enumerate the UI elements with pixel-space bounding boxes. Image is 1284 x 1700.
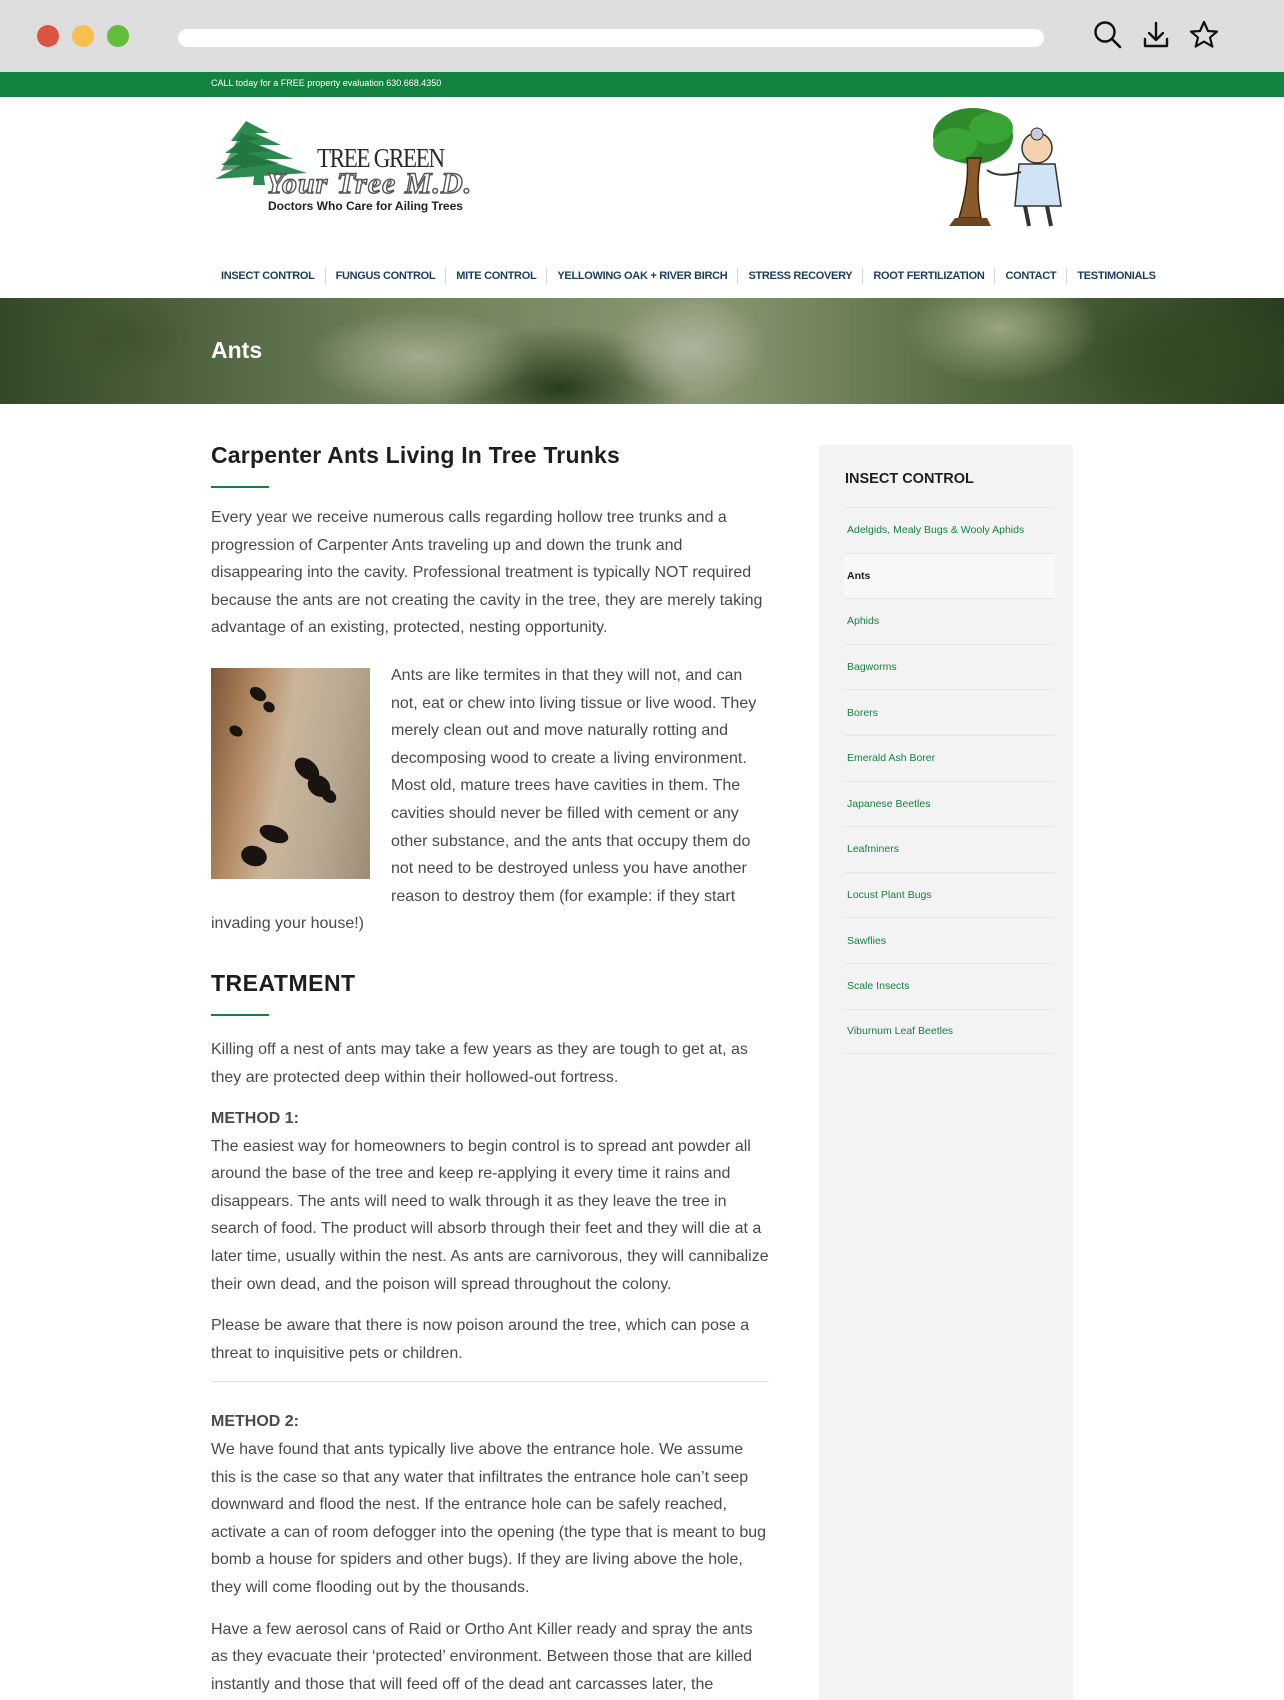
nav-yellowing-oak-river-birch[interactable]: YELLOWING OAK + RIVER BIRCH [546, 268, 737, 284]
search-icon[interactable] [1091, 18, 1125, 52]
sidebar-item-adelgids[interactable]: Adelgids, Mealy Bugs & Wooly Aphids [844, 507, 1054, 553]
ants-section [211, 662, 769, 938]
method-2-label: METHOD 2: [211, 1413, 299, 1431]
nav-stress-recovery[interactable]: STRESS RECOVERY [737, 268, 862, 284]
nav-fungus-control[interactable]: FUNGUS CONTROL [325, 268, 446, 284]
top-bar [0, 72, 1284, 97]
method-1-paragraph: The easiest way for homeowners to begin control is to spread ant powder all around the base of the tree and keep re-applying it every time it rains and disappears. The ants will need to walk through it as they leave the tree in search of food. The product will absorb through their feet and they will die at a later time, usually within the nest. As ants are carnivorous, they will cannibalize their own dead, and the poison will spread throughout the colony. [211, 1137, 769, 1293]
sidebar-item-locust-plant-bugs[interactable]: Locust Plant Bugs [844, 872, 1054, 918]
treatment-paragraph: Killing off a nest of ants may take a few years as they are tough to get at, as they are protected deep within their hollowed-out fortress. [211, 1040, 748, 1086]
nav-mite-control[interactable]: MITE CONTROL [445, 268, 546, 284]
method-1-label: METHOD 1: [211, 1110, 299, 1128]
logo-tagline: Doctors Who Care for Ailing Trees [268, 199, 463, 213]
window-maximize-button[interactable] [107, 25, 129, 47]
star-icon[interactable] [1187, 18, 1221, 52]
sidebar-item-aphids[interactable]: Aphids [844, 598, 1054, 644]
carpenter-ants-image[interactable] [211, 668, 370, 879]
browser-chrome [0, 0, 1284, 72]
sidebar-item-viburnum-leaf-beetles[interactable]: Viburnum Leaf Beetles [844, 1009, 1054, 1055]
logo-title: TREE GREEN [317, 143, 444, 173]
intro-paragraph: Every year we receive numerous calls regarding hollow tree trunks and a progression of Carpenter Ants traveling up and down the trunk and disappearing into the cavity. Professional treatment is typically NOT required because the ants are not creating the cavity in the tree, they are merely taking advantage of an existing, protected, nesting opportunity. [211, 509, 763, 637]
main-content [211, 440, 769, 1698]
call-to-action-text: CALL today for a FREE property evaluation 630.668.4350 [211, 78, 442, 88]
sidebar-item-borers[interactable]: Borers [844, 689, 1054, 735]
sidebar-item-scale-insects[interactable]: Scale Insects [844, 963, 1054, 1009]
nav-root-fertilization[interactable]: ROOT FERTILIZATION [862, 268, 994, 284]
ants-paragraph: Ants are like termites in that they will not, and can not, eat or chew into living tissue or live wood. They merely clean out and move naturally rotting and decomposing wood to create a living environment. Most old, mature trees have cavities in them. The cavities should never be filled with cement or any other substance, and the ants that occupy them do not need to be destroyed unless you have another reason to destroy them (for example: if they start invading your house!) [211, 666, 757, 933]
title-underline [211, 486, 269, 488]
nav-insect-control[interactable]: INSECT CONTROL [221, 270, 315, 282]
sidebar-item-japanese-beetles[interactable]: Japanese Beetles [844, 781, 1054, 827]
treatment-heading: TREATMENT [211, 969, 356, 996]
sidebar-item-ants[interactable]: Ants [844, 553, 1054, 599]
treatment-underline [211, 1014, 269, 1016]
hero-title: Ants [211, 337, 263, 363]
sidebar-item-bagworms[interactable]: Bagworms [844, 644, 1054, 690]
sidebar [819, 445, 1073, 1700]
download-icon[interactable] [1139, 18, 1173, 52]
sidebar-item-sawflies[interactable]: Sawflies [844, 917, 1054, 963]
nav-contact[interactable]: CONTACT [994, 268, 1066, 284]
logo-subtitle: Your Tree M.D. [266, 167, 473, 200]
address-bar[interactable] [178, 29, 1044, 47]
warning-paragraph: Please be aware that there is now poison around the tree, which can pose a threat to inquisitive pets or children. [211, 1317, 750, 1362]
sidebar-item-leafminers[interactable]: Leafminers [844, 826, 1054, 872]
sidebar-title: INSECT CONTROL [845, 471, 974, 487]
window-minimize-button[interactable] [72, 25, 94, 47]
site-logo[interactable] [211, 115, 473, 237]
sidebar-item-emerald-ash-borer[interactable]: Emerald Ash Borer [844, 735, 1054, 781]
page-title: Carpenter Ants Living In Tree Trunks [211, 442, 620, 468]
spray-paragraph: Have a few aerosol cans of Raid or Ortho Ant Killer ready and spray the ants as they evacuate their ‘protected’ environment. Between those that are killed instantly and those that will feed off of the dead ant carcasses later, the [211, 1620, 753, 1693]
tree-doctor-mascot-icon [925, 106, 1073, 232]
hero-overlay [0, 298, 1284, 404]
sidebar-list [844, 507, 1054, 1054]
main-nav [211, 268, 1166, 284]
section-divider [211, 1381, 769, 1382]
method-2-paragraph: We have found that ants typically live above the entrance hole. We assume this is the case so that any water that infiltrates the entrance hole can’t seep downward and flood the nest. If the entrance hole can be safely reached, activate a can of room defogger into the opening (the type that is meant to bug bomb a house for spiders and other bugs). If they are living above the hole, they will come flooding out by the thousands. [211, 1441, 767, 1596]
hero-banner [0, 298, 1284, 404]
window-close-button[interactable] [37, 25, 59, 47]
nav-testimonials[interactable]: TESTIMONIALS [1066, 268, 1165, 284]
